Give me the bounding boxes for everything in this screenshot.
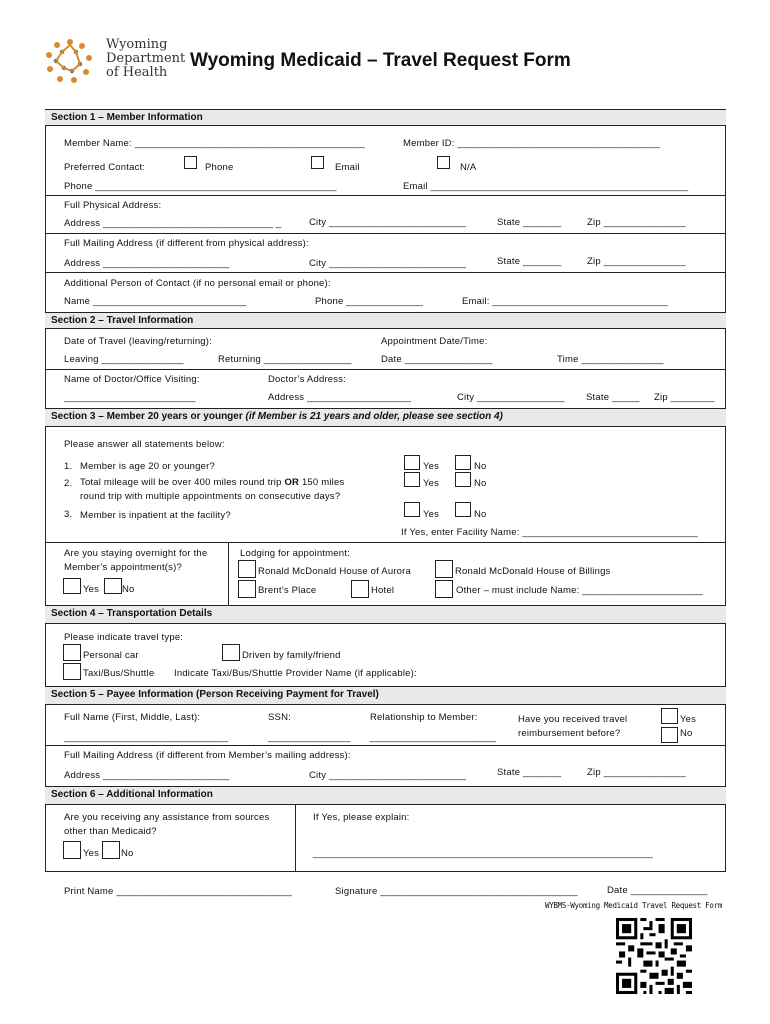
contact-email-checkbox[interactable] [311,156,324,169]
hotel-label: Hotel [371,585,395,596]
section-4-header: Section 4 – Transportation Details [45,605,726,624]
taxi-label: Taxi/Bus/Shuttle [83,668,155,679]
q2-yes-label: Yes [423,478,440,489]
contact-email-field[interactable]: Email: ________________________________ [462,296,668,307]
contact-phone-checkbox[interactable] [184,156,197,169]
q2-yes-checkbox[interactable] [404,472,420,487]
payee-mailing-label: Full Mailing Address (if different from Member’s mailing address): [64,750,351,761]
personal-car-checkbox[interactable] [63,644,81,661]
driven-checkbox[interactable] [222,644,240,661]
section-6-header: Section 6 – Additional Information [45,786,726,805]
explain-field[interactable]: ______________________________________________________________ [313,848,653,859]
wdh-logo-icon [42,36,98,86]
payee-address-field[interactable]: Address _______________________ [64,770,230,781]
q1-no-checkbox[interactable] [455,455,471,470]
doctor-address-field[interactable]: Address ___________________ [268,392,412,403]
contact-phone-label: Phone [205,162,234,173]
ssn-label: SSN: [268,712,291,723]
org-name: Wyoming Department of Health [106,37,186,80]
received-label-cont: reimbursement before? [518,728,621,739]
form-id: WYBMS-Wyoming Medicaid Travel Request Form [545,901,723,910]
relationship-label: Relationship to Member: [370,712,478,723]
explain-label: If Yes, please explain: [313,812,410,823]
provider-name-field[interactable]: Indicate Taxi/Bus/Shuttle Provider Name (if applicable): [174,668,417,679]
doctor-name-field[interactable]: ________________________ [64,392,196,403]
rmh-aurora-checkbox[interactable] [238,560,256,578]
physical-address-field[interactable]: Address _______________________________ _ [64,218,282,229]
section-3-header: Section 3 – Member 20 years or younger (if Member is 21 years and older, please see section 4) [45,408,726,427]
member-name-field[interactable]: Member Name: __________________________________________ [64,138,366,149]
q3-yes-label: Yes [423,509,440,520]
assistance-label: Are you receiving any assistance from sources [64,812,270,823]
email-field[interactable]: Email _______________________________________________ [403,181,689,192]
assistance-no-label: No [121,848,134,859]
assistance-no-checkbox[interactable] [102,841,120,859]
q2-text-cont: round trip with multiple appointments on consecutive days? [80,491,341,502]
doctor-city-field[interactable]: City ________________ [457,392,565,403]
physical-state-field[interactable]: State _______ [497,217,562,228]
received-label: Have you received travel [518,714,628,725]
contact-name-field[interactable]: Name ____________________________ [64,296,247,307]
brents-place-label: Brent’s Place [258,585,317,596]
other-lodging-field[interactable]: Other – must include Name: ______________________ [456,585,703,596]
doctor-address-label: Doctor’s Address: [268,374,347,385]
payee-name-field[interactable]: ______________________________ [64,732,229,743]
travel-type-label: Please indicate travel type: [64,632,184,643]
appt-time-field[interactable]: Time _______________ [557,354,664,365]
page-title: Wyoming Medicaid – Travel Request Form [190,50,571,71]
q2-no-checkbox[interactable] [455,472,471,487]
received-no-label: No [680,728,693,739]
doctor-state-field[interactable]: State _____ [586,392,640,403]
overnight-no-label: No [122,584,135,595]
qr-code-icon [616,918,692,994]
contact-phone-field[interactable]: Phone ______________ [315,296,424,307]
facility-name-field[interactable]: If Yes, enter Facility Name: ________________________________ [401,527,698,538]
leaving-field[interactable]: Leaving _______________ [64,354,184,365]
q2-text: Total mileage will be over 400 miles round trip OR 150 miles [80,477,345,488]
overnight-label: Are you staying overnight for the [64,548,208,559]
full-physical-label: Full Physical Address: [64,200,162,211]
date-field[interactable]: Date ______________ [607,885,708,896]
q1-yes-label: Yes [423,461,440,472]
received-yes-label: Yes [680,714,697,725]
physical-zip-field[interactable]: Zip _______________ [587,217,686,228]
payee-state-field[interactable]: State _______ [497,767,562,778]
preferred-contact-label: Preferred Contact: [64,162,146,173]
additional-contact-label: Additional Person of Contact (if no personal email or phone): [64,278,331,289]
overnight-no-checkbox[interactable] [104,578,122,594]
assistance-label-cont: other than Medicaid? [64,826,157,837]
ssn-field[interactable]: _______________ [268,732,351,743]
section-2-header: Section 2 – Travel Information [45,312,726,329]
mailing-zip-field[interactable]: Zip _______________ [587,256,686,267]
received-no-checkbox[interactable] [661,727,678,743]
mailing-city-field[interactable]: City _________________________ [309,258,467,269]
rmh-billings-label: Ronald McDonald House of Billings [455,566,611,577]
contact-na-label: N/A [460,162,477,173]
rmh-aurora-label: Ronald McDonald House of Aurora [258,566,412,577]
q1-no-label: No [474,461,487,472]
appt-date-field[interactable]: Date ________________ [381,354,493,365]
q1-text: Member is age 20 or younger? [80,461,215,472]
q3-yes-checkbox[interactable] [404,502,420,517]
contact-email-label: Email [335,162,360,173]
q1-number: 1. [64,461,73,472]
assistance-yes-label: Yes [83,848,100,859]
contact-na-checkbox[interactable] [437,156,450,169]
returning-field[interactable]: Returning ________________ [218,354,352,365]
mailing-address-field[interactable]: Address _______________________ [64,258,230,269]
payee-name-label: Full Name (First, Middle, Last): [64,712,201,723]
overnight-yes-label: Yes [83,584,100,595]
q3-no-checkbox[interactable] [455,502,471,517]
signature-field[interactable]: Signature ____________________________________ [335,886,578,897]
rmh-billings-checkbox[interactable] [435,560,453,578]
section-5-header: Section 5 – Payee Information (Person Receiving Payment for Travel) [45,686,726,705]
appointment-label: Appointment Date/Time: [381,336,488,347]
print-name-field[interactable]: Print Name ________________________________ [64,886,292,897]
phone-field[interactable]: Phone ____________________________________________ [64,181,337,192]
lodging-label: Lodging for appointment: [240,548,350,559]
overnight-yes-checkbox[interactable] [63,578,81,594]
assistance-yes-checkbox[interactable] [63,841,81,859]
q3-no-label: No [474,509,487,520]
member-id-field[interactable]: Member ID: _____________________________________ [403,138,661,149]
taxi-checkbox[interactable] [63,663,81,680]
doctor-name-label: Name of Doctor/Office Visiting: [64,374,200,385]
brents-place-checkbox[interactable] [238,580,256,598]
hotel-checkbox[interactable] [351,580,369,598]
section-1-header: Section 1 – Member Information [45,109,726,126]
q2-number: 2. [64,478,73,489]
date-of-travel-label: Date of Travel (leaving/returning): [64,336,212,347]
received-yes-checkbox[interactable] [661,708,678,724]
q3-text: Member is inpatient at the facility? [80,510,231,521]
physical-city-field[interactable]: City _________________________ [309,217,467,228]
driven-label: Driven by family/friend [242,650,341,661]
answer-all-label: Please answer all statements below: [64,439,225,450]
relationship-field[interactable]: _______________________ [370,732,497,743]
mailing-state-field[interactable]: State _______ [497,256,562,267]
personal-car-label: Personal car [83,650,139,661]
doctor-zip-field[interactable]: Zip ________ [654,392,715,403]
full-mailing-label: Full Mailing Address (if different from physical address): [64,238,309,249]
payee-zip-field[interactable]: Zip _______________ [587,767,686,778]
other-lodging-checkbox[interactable] [435,580,453,598]
overnight-label-cont: Member’s appointment(s)? [64,562,182,573]
q3-number: 3. [64,509,73,520]
payee-city-field[interactable]: City _________________________ [309,770,467,781]
q2-no-label: No [474,478,487,489]
q1-yes-checkbox[interactable] [404,455,420,470]
